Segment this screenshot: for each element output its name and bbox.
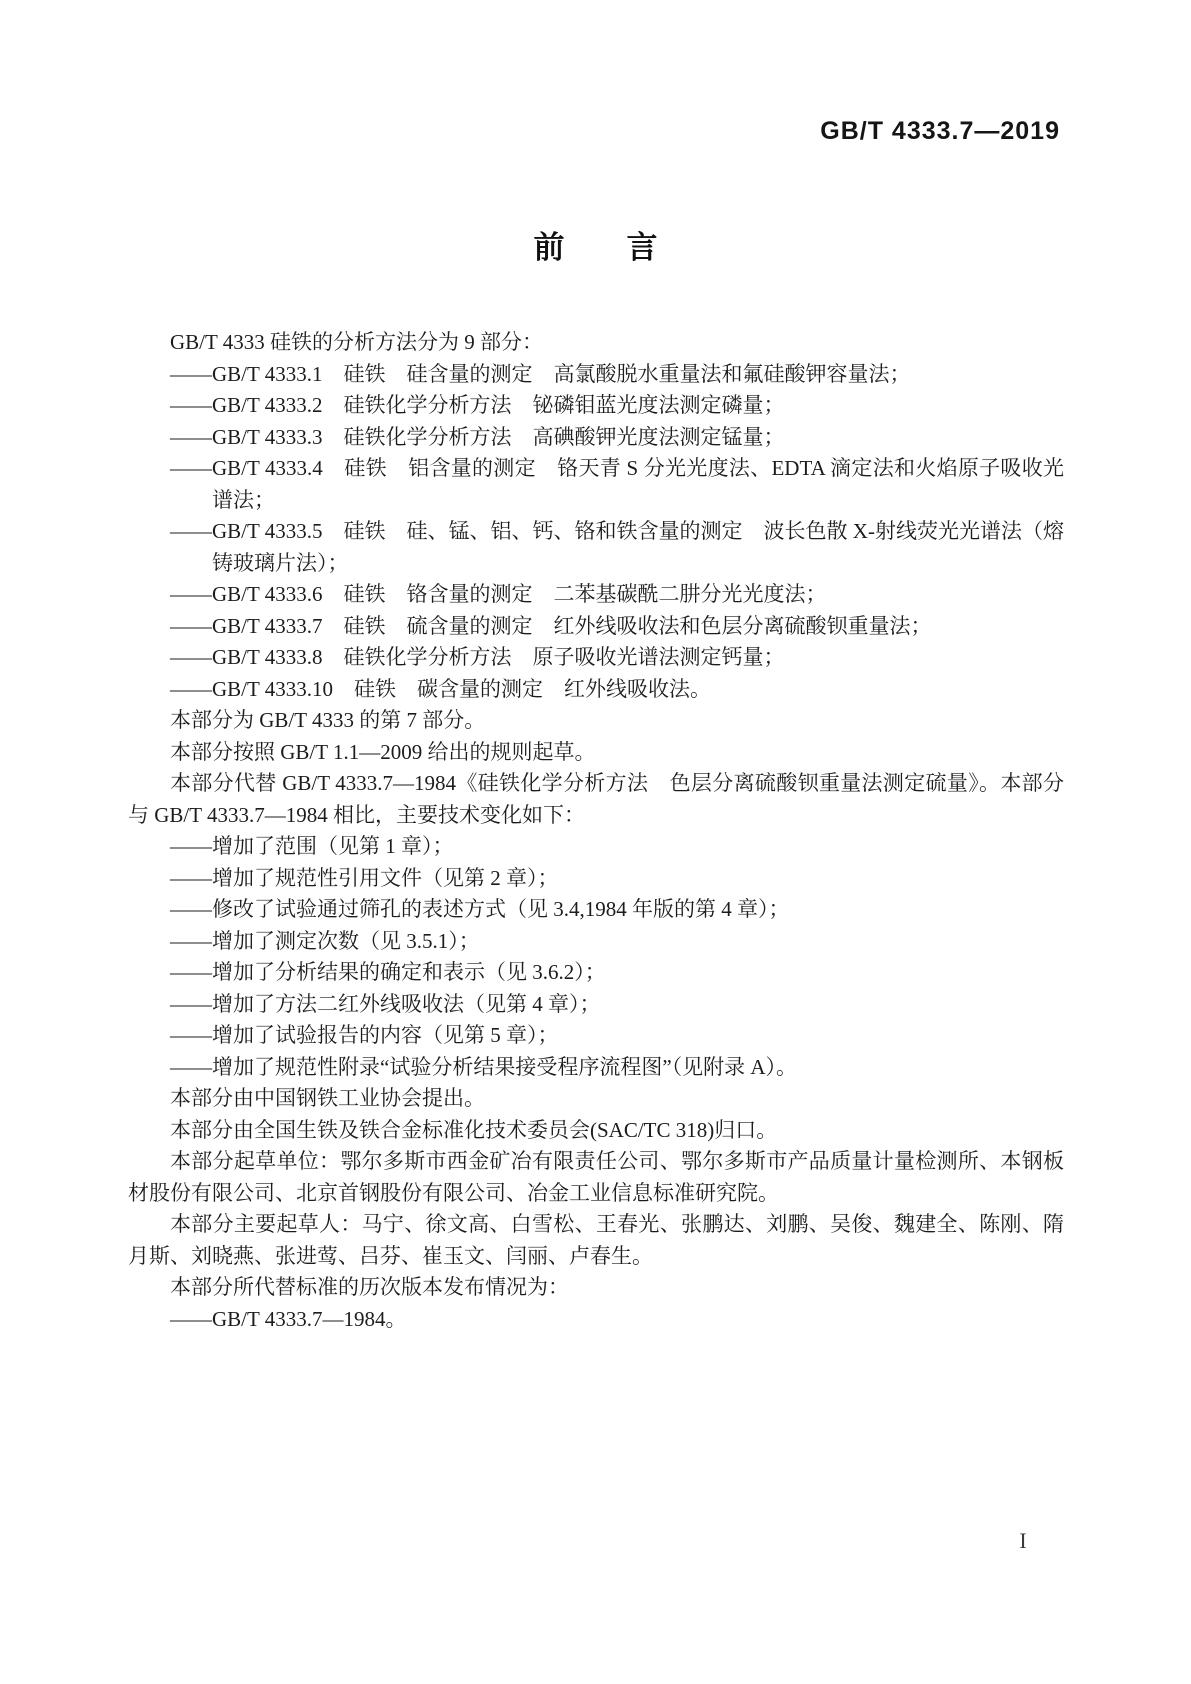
foreword-list-item: ——GB/T 4333.7 硅铁 硫含量的测定 红外线吸收法和色层分离硫酸钡重量法； bbox=[170, 613, 932, 638]
foreword-list-item: ——增加了规范性附录“试验分析结果接受程序流程图”（见附录 A）。 bbox=[170, 1054, 798, 1079]
foreword-paragraph: 本部分按照 GB/T 1.1—2009 给出的规则起草。 bbox=[170, 739, 596, 764]
foreword-paragraph: 本部分由全国生铁及铁合金标准化技术委员会(SAC/TC 318)归口。 bbox=[170, 1117, 778, 1142]
foreword-list-item: ——GB/T 4333.1 硅铁 硅含量的测定 高氯酸脱水重量法和氟硅酸钾容量法； bbox=[170, 361, 911, 386]
foreword-list-item: ——增加了规范性引用文件（见第 2 章）； bbox=[170, 865, 559, 890]
standard-number: GB/T 4333.7—2019 bbox=[820, 117, 1060, 145]
foreword-paragraph: 本部分所代替标准的历次版本发布情况为： bbox=[170, 1275, 569, 1299]
foreword-body bbox=[128, 327, 1064, 1335]
foreword-paragraph: 本部分代替 GB/T 4333.7—1984《硅铁化学分析方法 色层分离硫酸钡重量法测定硫量》。本部分与 GB/T 4333.7—1984 相比，主要技术变化如下： bbox=[128, 771, 1064, 827]
foreword-list-item: ——增加了方法二红外线吸收法（见第 4 章）； bbox=[170, 991, 601, 1016]
foreword-paragraph: 本部分起草单位：鄂尔多斯市西金矿冶有限责任公司、鄂尔多斯市产品质量计量检测所、本钢板材股份有限公司、北京首钢股份有限公司、冶金工业信息标准研究院。 bbox=[128, 1149, 1064, 1205]
foreword-list-item: ——GB/T 4333.3 硅铁化学分析方法 高碘酸钾光度法测定锰量； bbox=[170, 424, 785, 449]
foreword-list-item: ——GB/T 4333.10 硅铁 碳含量的测定 红外线吸收法。 bbox=[170, 676, 711, 701]
foreword-list-item: ——GB/T 4333.8 硅铁化学分析方法 原子吸收光谱法测定钙量； bbox=[170, 645, 785, 669]
foreword-list-item: ——增加了分析结果的确定和表示（见 3.6.2）； bbox=[170, 960, 606, 984]
foreword-list-item: ——GB/T 4333.7—1984。 bbox=[170, 1306, 407, 1331]
foreword-list-item: ——GB/T 4333.2 硅铁化学分析方法 铋磷钼蓝光度法测定磷量； bbox=[170, 393, 785, 417]
page-number: I bbox=[1019, 1528, 1027, 1553]
foreword-list-item: ——GB/T 4333.5 硅铁 硅、锰、铝、钙、铬和铁含量的测定 波长色散 X-射线荧光光谱法（熔铸玻璃片法）； bbox=[170, 519, 1064, 575]
foreword-list-item: ——GB/T 4333.4 硅铁 铝含量的测定 铬天青 S 分光光度法、EDTA 滴定法和火焰原子吸收光谱法； bbox=[170, 456, 1064, 512]
foreword-list-item: ——增加了试验报告的内容（见第 5 章）； bbox=[170, 1023, 559, 1047]
foreword-paragraph: GB/T 4333 硅铁的分析方法分为 9 部分： bbox=[170, 330, 543, 354]
foreword-list-item: ——修改了试验通过筛孔的表述方式（见 3.4,1984 年版的第 4 章）； bbox=[170, 897, 790, 921]
foreword-list-item: ——GB/T 4333.6 硅铁 铬含量的测定 二苯基碳酰二肼分光光度法； bbox=[170, 582, 827, 606]
foreword-paragraph: 本部分为 GB/T 4333 的第 7 部分。 bbox=[170, 708, 486, 732]
foreword-paragraph: 本部分主要起草人：马宁、徐文高、白雪松、王春光、张鹏达、刘鹏、吴俊、魏建全、陈刚、隋月斯、刘晓燕、张进莺、吕芬、崔玉文、闫丽、卢春生。 bbox=[128, 1212, 1064, 1268]
foreword-list-item: ——增加了测定次数（见 3.5.1）； bbox=[170, 928, 480, 953]
foreword-list-item: ——增加了范围（见第 1 章）； bbox=[170, 834, 454, 858]
foreword-paragraph: 本部分由中国钢铁工业协会提出。 bbox=[170, 1086, 485, 1110]
foreword-title: 前 言 bbox=[533, 230, 658, 265]
